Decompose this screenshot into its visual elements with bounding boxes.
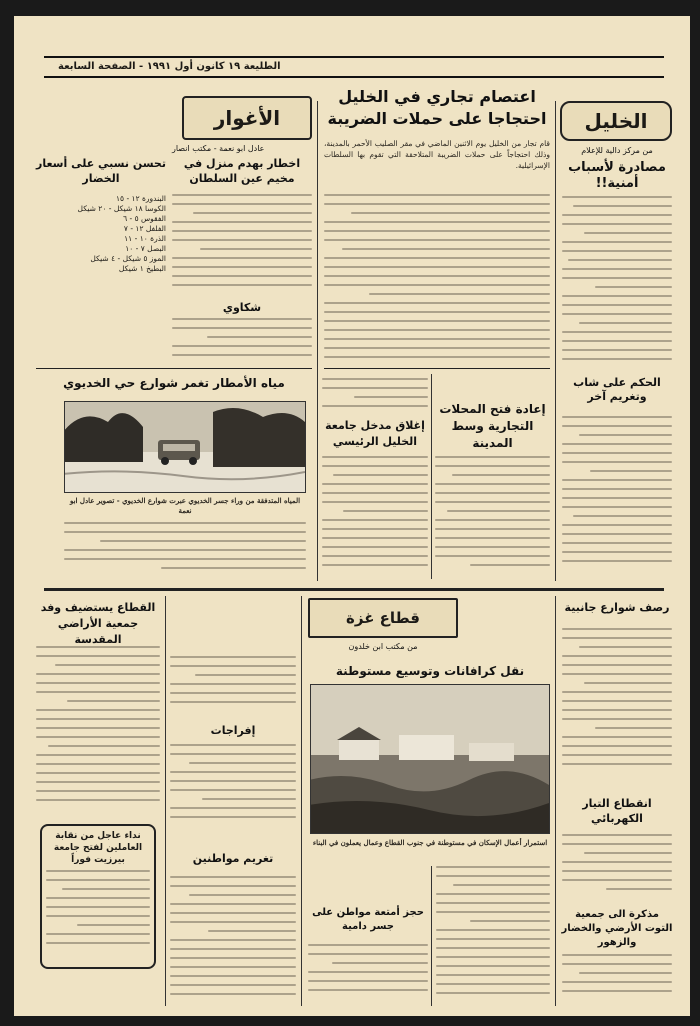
complaints-text	[172, 318, 312, 368]
settlement-photo	[310, 684, 550, 834]
gate-text-top	[322, 378, 428, 416]
price-item: البطيخ ١ شيكل	[118, 264, 166, 273]
page-label: الطليعة ١٩ كانون أول ١٩٩١ - الصفحة السابعة	[58, 61, 281, 72]
markets-text	[435, 456, 550, 576]
gaza-byline: من مكتب ابن خلدون	[348, 642, 418, 651]
power-headline: انقطاع التيار الكهربائي	[582, 797, 652, 825]
column-rule	[431, 374, 432, 579]
citizens-headline: تغريم مواطنين	[192, 852, 274, 865]
price-item: البندورة ١٢ - ١٥	[116, 194, 166, 203]
roads-headline: رصف شوارع جانبية	[564, 601, 670, 614]
rule	[324, 368, 550, 369]
releases-text	[170, 744, 296, 834]
section-box-aghwar: الأغوار	[182, 96, 312, 140]
complaints-headline: شكاوي	[222, 301, 262, 314]
column-rule	[431, 866, 432, 1006]
settlement-photo-caption: استمرار أعمال الإسكان في مستوطنة في جنوب القطاع وعمال يعملون في البناء	[312, 838, 548, 847]
roads-text	[562, 628, 672, 778]
memo-text	[562, 954, 672, 1006]
column-rule	[165, 596, 166, 1006]
caravans-headline: نقل كرافانات وتوسيع مستوطنة	[335, 664, 525, 678]
column-rule	[555, 596, 556, 1006]
section-separator	[44, 588, 664, 591]
street-flood-photo	[64, 401, 306, 493]
seize-text	[308, 944, 428, 1004]
gaza-lc-text-top	[170, 656, 296, 718]
price-item: الكوسا ١٨ شيكل - ٢٠ شيكل	[77, 204, 166, 213]
gate-text	[322, 456, 428, 576]
main-intro: قام تجار من الخليل يوم الاثنين الماضي في مقر الصليب الأحمر بالمدينة، وذلك احتجاجاً على حملات الضريبة المتلاحقة التي تقوم بها السلطات الإسرائيلية.	[324, 139, 550, 170]
price-item: الفلفل ١٢ - ٧	[123, 224, 166, 233]
settlement-photo-image	[310, 685, 549, 834]
price-list	[36, 194, 166, 354]
price-item: الموز ٥ شيكل - ٤ شيكل	[90, 254, 166, 263]
union-appeal-text	[46, 870, 150, 952]
price-item: الذرة ١٠ - ١١	[124, 234, 166, 243]
markets-headline: إعادة فتح المحلات التجارية وسط المدينة	[439, 402, 546, 450]
main-headline: اعتصام تجاري في الخليل احتجاجا على حملات الضريبة	[327, 87, 547, 128]
price-item: الفقوس ٥ - ٦	[123, 214, 166, 223]
khalil-text-2	[562, 416, 672, 576]
gate-headline: إغلاق مدخل جامعة الخليل الرئيسي	[325, 419, 425, 448]
newspaper-page	[14, 16, 690, 1016]
khalil-title: مصادرة لأسباب أمنية!!	[568, 160, 666, 192]
rule	[36, 368, 312, 369]
column-rule	[301, 596, 302, 1006]
khalil-dateline: من مركز دالية للإعلام	[581, 146, 653, 155]
union-appeal-box	[40, 824, 156, 969]
column-rule	[555, 101, 556, 581]
citizens-text	[170, 876, 296, 1004]
delegation-text	[36, 646, 160, 816]
aghwar-headline-right: اخطار بهدم منزل في مخيم عين السلطان	[183, 157, 301, 185]
khalil-sub-sentence: الحكم على شاب وتغريم آخر	[573, 376, 661, 403]
flood-photo-image	[64, 402, 305, 493]
delegation-headline: القطاع يستضيف وفد جمعية الأراضي المقدسة	[40, 601, 156, 646]
union-appeal-headline: نداء عاجل من نقابة العاملين لفتح جامعة بيرزيت فوراً	[53, 831, 143, 865]
aghwar-byline: عادل ابو نعمة - مكتب انصار	[172, 144, 265, 153]
aghwar-headline-left: تحسن نسبي على أسعار الخضار	[36, 157, 166, 185]
releases-headline: إفراجات	[210, 724, 256, 737]
power-text	[562, 834, 672, 904]
section-box-gaza: قطاع غزة	[308, 598, 458, 638]
price-item: البصل ٧ - ١٠	[125, 244, 166, 253]
main-text	[324, 194, 550, 364]
memo-headline: مذكرة الى جمعية التوت الأرضي والخضار والزهور	[561, 909, 673, 948]
aghwar-text-right	[172, 194, 312, 294]
water-headline: مياه الأمطار تغمر شوارع حي الخديوي	[63, 376, 285, 390]
water-text	[64, 522, 306, 578]
khalil-text	[562, 196, 672, 366]
water-photo-caption: المياه المتدفقة من وراء جسر الخديوي عبرت شوارع الخديوي - تصوير عادل ابو نعمة	[69, 496, 301, 515]
section-box-khalil: الخليل	[560, 101, 672, 141]
column-rule	[317, 101, 318, 581]
page-header	[44, 56, 664, 78]
gaza-center-text	[436, 866, 550, 1004]
seize-headline: حجز أمتعة مواطن على جسر دامية	[312, 907, 424, 932]
